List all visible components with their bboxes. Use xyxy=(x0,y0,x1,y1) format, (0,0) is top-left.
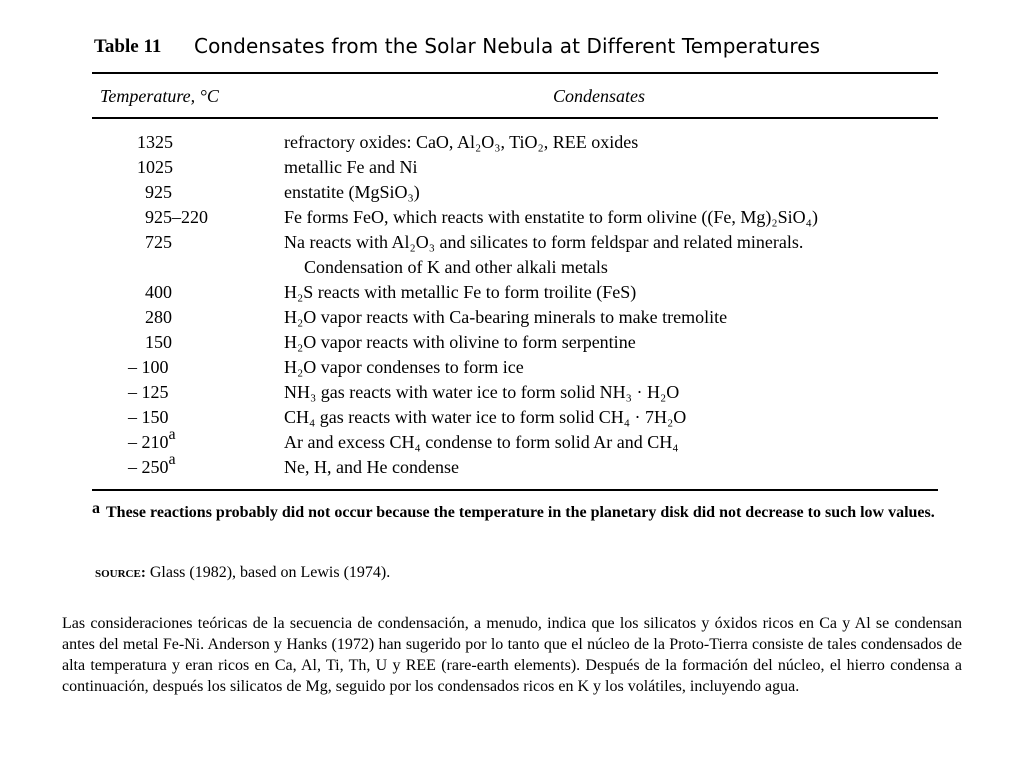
table-footnote xyxy=(92,502,942,524)
temp-cell: 280 xyxy=(145,307,172,327)
condensate-cell: H₂S reacts with metallic Fe to form troilite (FeS) xyxy=(284,282,637,302)
table-row xyxy=(0,257,1024,282)
temp-cell: 725 xyxy=(145,232,172,252)
condensate-cell: Condensation of K and other alkali metals xyxy=(304,257,608,277)
source-label: source: xyxy=(95,565,146,581)
temp-cell: 1025 xyxy=(137,157,173,177)
temp-cell: 925 xyxy=(145,182,172,202)
table-row xyxy=(0,407,1024,432)
condensate-cell: refractory oxides: CaO, Al₂O₃, TiO₂, REE oxides xyxy=(284,132,639,152)
table-title-row xyxy=(94,34,944,68)
table-row xyxy=(0,157,1024,182)
temp-cell: – 150 xyxy=(128,407,169,427)
footnote-text: These reactions probably did not occur because the temperature in the planetary disk did not decrease to such low values. xyxy=(106,504,935,521)
temp-cell: 925–220 xyxy=(145,207,208,227)
condensate-cell: Ar and excess CH₄ condense to form solid Ar and CH₄ xyxy=(284,432,679,452)
table-row xyxy=(0,182,1024,207)
header-rule xyxy=(92,117,938,119)
condensate-cell: NH₃ gas reacts with water ice to form solid NH₃ · H₂O xyxy=(284,382,680,402)
condensate-cell: CH₄ gas reacts with water ice to form solid CH₄ · 7H₂O xyxy=(284,407,687,427)
condensate-cell: H₂O vapor condenses to form ice xyxy=(284,357,524,377)
table-row xyxy=(0,132,1024,157)
table-row xyxy=(0,357,1024,382)
condensate-cell: enstatite (MgSiO₃) xyxy=(284,182,420,202)
condensate-cell: H₂O vapor reacts with Ca-bearing minerals to make tremolite xyxy=(284,307,728,327)
temp-cell xyxy=(128,451,218,478)
temp-cell xyxy=(128,426,218,453)
footnote-marker: a xyxy=(168,426,176,443)
table-row xyxy=(0,282,1024,307)
footnote-mark: a xyxy=(92,500,100,517)
temp-cell: 150 xyxy=(145,332,172,352)
bottom-rule xyxy=(92,489,938,491)
condensate-cell: H₂O vapor reacts with olivine to form serpentine xyxy=(284,332,636,352)
table-row xyxy=(0,207,1024,232)
table-title: Condensates from the Solar Nebula at Different Temperatures xyxy=(194,34,821,58)
table-row xyxy=(0,382,1024,407)
condensate-cell: Na reacts with Al₂O₃ and silicates to form feldspar and related minerals. xyxy=(284,232,804,252)
temp-cell: 400 xyxy=(145,282,172,302)
top-rule xyxy=(92,72,938,74)
condensate-cell: metallic Fe and Ni xyxy=(284,157,418,177)
footnote-marker: a xyxy=(168,451,176,468)
temp-value: – 210 xyxy=(128,432,169,452)
table-row xyxy=(0,426,1024,457)
table-row xyxy=(0,332,1024,357)
header-temperature: Temperature, °C xyxy=(100,86,219,106)
table-source xyxy=(95,564,390,582)
header-condensates: Condensates xyxy=(553,86,645,106)
temp-cell: – 100 xyxy=(128,357,169,377)
temp-cell: – 125 xyxy=(128,382,169,402)
body-paragraph: Las consideraciones teóricas de la secuencia de condensación, a menudo, indica que los silicatos y óxidos ricos en Ca y Al se condensan antes del metal Fe-Ni. Anderson y Hanks (1972) han sugerido por lo tanto que el núcleo de la Proto-Tierra consiste de tales condensados de alta temperatura y eran ricos en Ca, Al, Ti, Th, U y REE (rare-earth elements). Después de la formación del núcleo, el hierro condensa a continuación, después los silicatos de Mg, seguido por los condensados ricos en K y los volátiles, incluyendo agua. xyxy=(62,615,962,695)
table-row xyxy=(0,451,1024,482)
table-number: Table 11 xyxy=(94,36,162,57)
temp-value: – 250 xyxy=(128,457,169,477)
condensate-cell: Fe forms FeO, which reacts with enstatite to form olivine ((Fe, Mg)₂SiO₄) xyxy=(284,207,818,227)
temp-cell: 1325 xyxy=(137,132,173,152)
condensate-cell: Ne, H, and He condense xyxy=(284,457,459,477)
table-row xyxy=(0,307,1024,332)
source-text: Glass (1982), based on Lewis (1974). xyxy=(149,564,391,581)
table-row xyxy=(0,232,1024,257)
